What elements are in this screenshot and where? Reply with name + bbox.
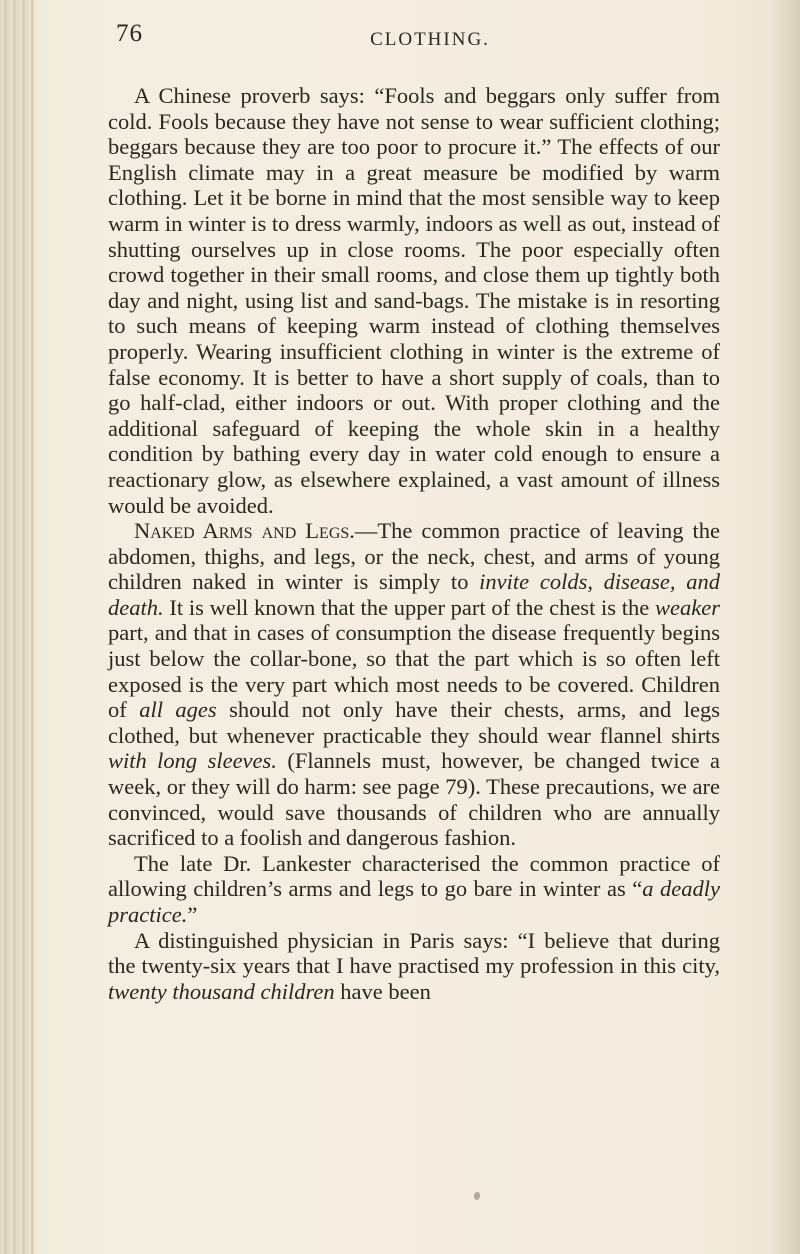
- page-gutter-shadow: [0, 0, 34, 1254]
- paragraph-text: A distinguished physician in Paris says: “I believe that during the twenty-six years that I have practised my profession in this city,: [108, 927, 720, 979]
- paragraph-text: The late Dr. Lankester characterised the common practice of allowing children’s arms and legs to go bare in winter as “: [108, 850, 720, 902]
- running-head: CLOTHING.: [370, 29, 490, 50]
- page-header: [110, 20, 720, 60]
- paragraph-chinese-proverb: [108, 83, 720, 518]
- paragraph-text: should not only have their chests, arms, and legs clothed, but whenever practicable they should wear flannel shirts: [108, 697, 721, 748]
- paragraph-paris-physician: [108, 928, 720, 1005]
- italic-phrase: with long sleeves.: [108, 748, 277, 774]
- italic-phrase: a deadly practice.: [108, 876, 720, 927]
- italic-phrase: weaker: [655, 594, 720, 620]
- page-edge-shadow: [770, 0, 800, 1254]
- paragraph-lankester: [108, 851, 720, 928]
- body-text: [108, 83, 720, 1004]
- paragraph-naked-arms-and-legs: [108, 518, 720, 851]
- paragraph-text: (Flannels must, however, be changed twice a week, or they will do harm: see page 79). These precautions, we are convinced, would save thousands of children who are annually sacrificed to a foolish and dangerous fashion.: [108, 748, 720, 851]
- paragraph-text: A Chinese proverb says: “Fools and beggars only suffer from cold. Fools because they have not sense to wear sufficient clothing; beggars because they are too poor to procure it.” The effects of our English climate may in a great measure be modified by warm clothing. Let it be borne in mind that the most sensible way to keep warm in winter is to dress warmly, indoors as well as out, instead of shutting ourselves up in close rooms. The poor especially often crowd together in their small rooms, and close them up tightly both day and night, using list and sand-bags. The mistake is in resorting to such means of keeping warm instead of clothing themselves properly. Wearing insufficient clothing in winter is the extreme of false economy. It is better to have a short supply of coals, than to go half-clad, either indoors or out. With proper clothing and the additional safeguard of keeping the whole skin in a healthy condition by bathing every day in water cold enough to ensure a reactionary glow, as elsewhere explained, a vast amount of illness would be avoided.: [108, 83, 720, 518]
- page-number: 76: [116, 20, 143, 47]
- paragraph-text: It is well known that the upper part of the chest is the: [163, 594, 656, 620]
- paragraph-text: have been: [334, 978, 431, 1004]
- italic-phrase: all ages: [139, 697, 217, 723]
- italic-phrase: invite colds, disease, and death.: [108, 569, 720, 620]
- paragraph-text: part, and that in cases of consumption the disease frequently begins just below the collar-bone, so that the part which is so often left exposed is the very part which most needs to be covered. Children of: [108, 620, 720, 723]
- paragraph-text: ”: [187, 902, 198, 927]
- ink-speck: [474, 1192, 480, 1200]
- paragraph-text: —The common practice of leaving the abdomen, thighs, and legs, or the neck, chest, and arms of young children naked in winter is simply to: [108, 518, 720, 595]
- section-heading: Naked Arms and Legs.: [134, 518, 355, 544]
- italic-phrase: twenty thousand children: [108, 978, 335, 1004]
